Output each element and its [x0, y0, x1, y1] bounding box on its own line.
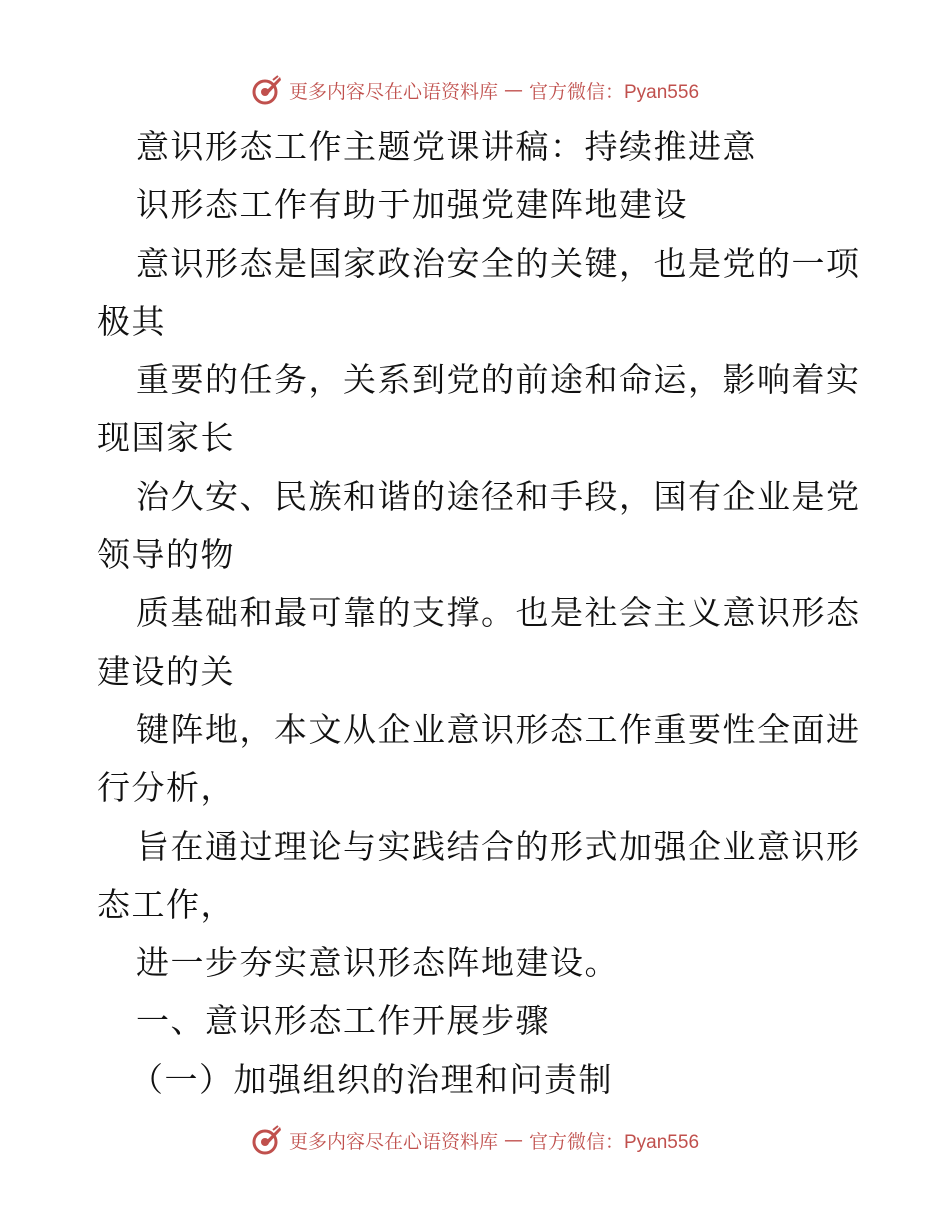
footer-watermark — [0, 1120, 950, 1160]
watermark-label: 更多内容尽在心语资料库 — [288, 1130, 498, 1153]
paragraph-line: 治久安、民族和谐的途径和手段，国有企业是党 — [136, 477, 861, 516]
paragraph-line: 重要的任务，关系到党的前途和命运，影响着实 — [136, 360, 861, 399]
document-title-line-2: 识形态工作有助于加强党建阵地建设 — [136, 185, 688, 224]
watermark-label: 更多内容尽在心语资料库 — [288, 80, 498, 103]
section-heading: 一、意识形态工作开展步骤 — [136, 1001, 550, 1040]
paragraph-line: 领导的物 — [97, 535, 235, 574]
paragraph-line: 行分析， — [97, 768, 235, 807]
paragraph-line: 极其 — [97, 302, 166, 341]
watermark-account: 官方微信：Pyan556 — [529, 1131, 700, 1153]
paragraph-line: 质基础和最可靠的支撑。也是社会主义意识形态 — [136, 593, 861, 632]
watermark-separator: — — [504, 1129, 523, 1151]
paragraph-line: 进一步夯实意识形态阵地建设。 — [136, 943, 619, 982]
quill-seal-icon — [251, 1124, 283, 1156]
paragraph-line: 现国家长 — [97, 418, 235, 457]
watermark-separator: — — [504, 79, 523, 101]
subsection-heading: （一）加强组织的治理和问责制 — [130, 1060, 613, 1099]
document-title-line-1: 意识形态工作主题党课讲稿：持续推进意 — [136, 127, 757, 166]
paragraph-line: 旨在通过理论与实践结合的形式加强企业意识形 — [136, 827, 861, 866]
paragraph-line: 态工作， — [97, 885, 235, 924]
paragraph-line: 意识形态是国家政治安全的关键，也是党的一项 — [136, 244, 861, 283]
paragraph-line: 建设的关 — [97, 652, 235, 691]
watermark-account: 官方微信：Pyan556 — [529, 81, 700, 103]
paragraph-line: 键阵地，本文从企业意识形态工作重要性全面进 — [136, 710, 861, 749]
